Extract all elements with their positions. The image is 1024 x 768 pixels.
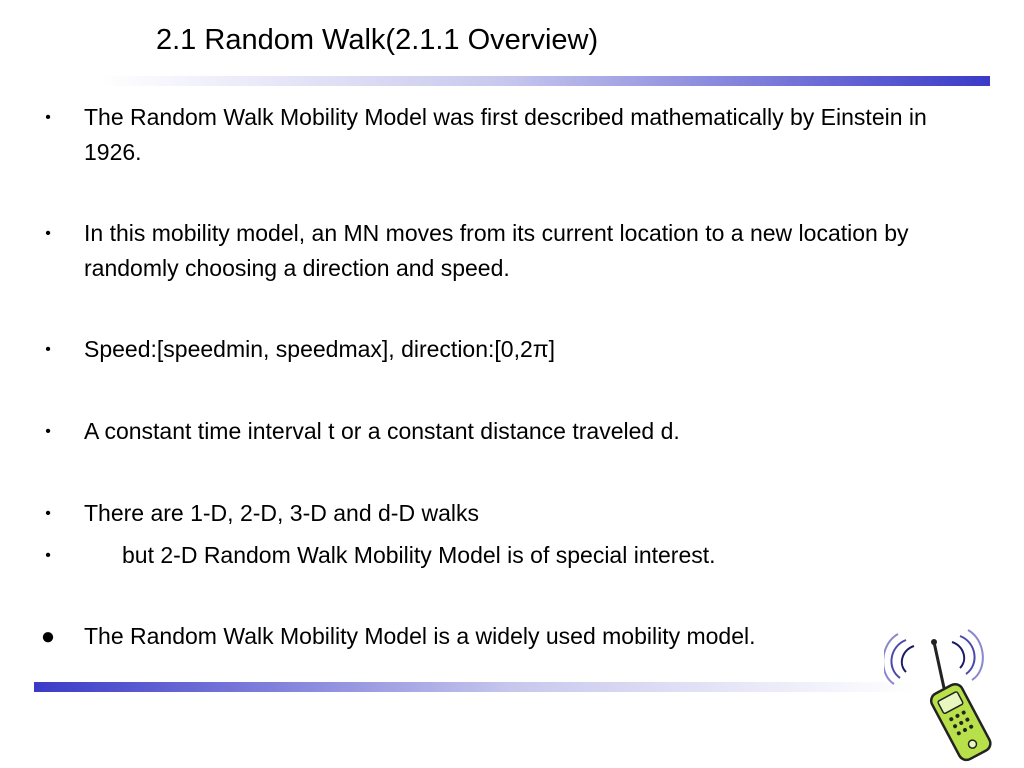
bullet-item <box>40 100 960 170</box>
bullet-item <box>40 216 960 286</box>
bullet-text: The Random Walk Mobility Model is a widely used mobility model. <box>84 623 756 649</box>
bullet-marker: • <box>45 423 51 440</box>
bullet-text: In this mobility model, an MN moves from its current location to a new location by randomly choosing a direction and speed. <box>84 220 909 281</box>
bullet-marker: • <box>45 505 51 522</box>
bullet-marker: • <box>45 109 51 126</box>
bullet-item <box>40 619 960 654</box>
bullet-marker: ● <box>40 623 56 650</box>
bullet-marker: • <box>45 341 51 358</box>
bullet-item <box>40 332 960 367</box>
bullet-text: There are 1-D, 2-D, 3-D and d-D walks <box>84 500 479 526</box>
bullet-text: Speed:[speedmin, speedmax], direction:[0,2π] <box>84 336 556 362</box>
bullet-marker: • <box>45 225 51 242</box>
bullet-text: The Random Walk Mobility Model was first described mathematically by Einstein in 1926. <box>84 104 927 165</box>
bullet-text: A constant time interval t or a constant distance traveled d. <box>84 418 680 444</box>
cell-phone-icon <box>884 626 1014 764</box>
bullet-text: but 2-D Random Walk Mobility Model is of special interest. <box>122 542 716 568</box>
slide-title: 2.1 Random Walk(2.1.1 Overview) <box>156 24 599 56</box>
bullet-item <box>40 414 960 449</box>
bullet-item <box>40 538 960 573</box>
bullet-marker: • <box>45 547 51 564</box>
footer-divider <box>34 682 914 692</box>
bullet-item <box>40 496 960 531</box>
